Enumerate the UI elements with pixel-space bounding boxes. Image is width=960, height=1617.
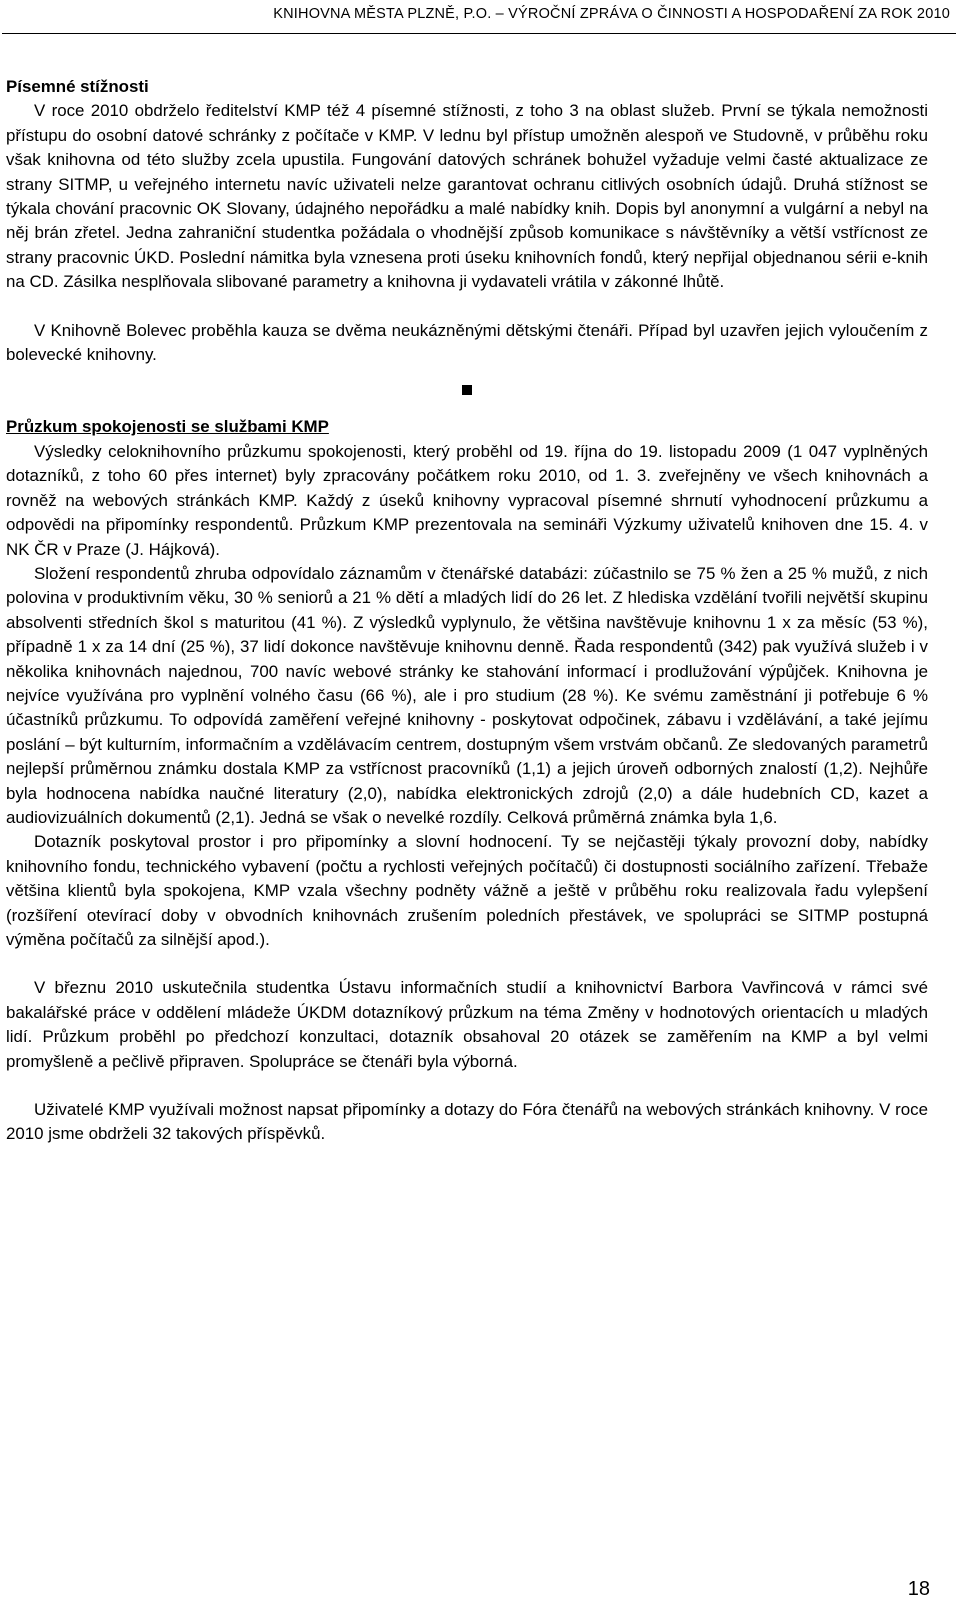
- survey-paragraph-3: Dotazník poskytoval prostor i pro připomínky a slovní hodnocení. Ty se nejčastěji týkaly provozní doby, nabídky knihovního fondu, technického vybavení (počtu a rychlosti veřejných počítačů) či dostupnosti sociálního zařízení. Třebaže většina klientů byla spokojena, KMP vzala všechny podněty vážně a ještě v průběhu roku realizovala řadu vylepšení (rozšíření otevírací doby v obvodních knihovnách zrušením poledních přestávek, ve spolupráci se SITMP postupná výměna počítačů za silnější apod.).: [6, 832, 928, 949]
- spacer: [6, 952, 928, 976]
- section-separator: [6, 367, 928, 415]
- square-bullet-icon: [462, 385, 472, 395]
- complaints-paragraph-2: V Knihovně Bolevec proběhla kauza se dvěma neukázněnými dětskými čtenáři. Případ byl uzavřen jejich vyloučením z bolevecké knihovny.: [6, 320, 928, 365]
- document-body: [6, 75, 928, 1147]
- survey-paragraph-2: Složení respondentů zhruba odpovídalo záznamům v čtenářské databázi: zúčastnilo se 75 % žen a 25 % mužů, z nich polovina v produktivním věku, 30 % seniorů a 21 % dětí a mladých lidí do 26 let. Z hlediska vzdělání tvořili největší skupinu absolventi středních škol s maturitou (41 %). Z výsledků vyplynulo, že většina navštěvuje knihovnu 1 x za měsíc (53 %), případně 1 x za 14 dní (25 %), 37 lidí dokonce navštěvuje knihovnu denně. Řada respondentů (342) pak využívá služeb i v několika knihovnách najednou, 700 navíc webové stránky ke stahování informací i prodlužování výpůjček. Knihovna je nejvíce využívána pro vyplnění volného času (66 %), ale i pro studium (28 %). Ke svému zaměstnání ji potřebuje 6 % účastníků průzkumu. To odpovídá zaměření veřejné knihovny - poskytovat odpočinek, zábavu i vzdělávání, a také jejímu poslání – být kulturním, informačním a vzdělávacím centrem, dostupným všem vrstvám občanů. Ze sledovaných parametrů nejlepší průměrnou známku dostala KMP za vstřícnost pracovníků (1,1) a jejich úroveň odborných znalostí (1,2). Nejhůře byla hodnocena nabídka naučné literatury (2,0), nabídka elektronických zdrojů (2,0) a dále hudebních CD, kazet a audiovizuálních dokumentů (2,1). Jedná se však o nevelké rozdíly. Celková průměrná známka byla 1,6.: [6, 563, 928, 827]
- complaints-heading: Písemné stížnosti: [6, 77, 149, 96]
- survey-paragraph-5: Uživatelé KMP využívali možnost napsat připomínky a dotazy do Fóra čtenářů na webových stránkách knihovny. V roce 2010 jsme obdrželi 32 takových příspěvků.: [6, 1100, 928, 1144]
- complaints-paragraph-1: V roce 2010 obdrželo ředitelství KMP též 4 písemné stížnosti, z toho 3 na oblast služeb. První se týkala nemožnosti přístupu do osobní datové schránky z počítače v KMP. V lednu byl přístup umožněn alespoň ve Studovně, v průběhu roku však knihovna od této služby zcela upustila. Fungování datových schránek bohužel vyžaduje velmi časté aktualizace ze strany SITMP, u veřejného internetu navíc uživateli nelze garantovat ochranu citlivých osobních údajů. Druhá stížnost se týkala chování pracovnic OK Slovany, údajného nepořádku a malé nabídky knih. Dopis byl anonymní a vulgární a nebyl na něj brán zřetel. Jedna zahraniční studentka požádala o vhodnější způsob komunikace s návštěvníky a větší vstřícnost ze strany pracovnic ÚKD. Poslední námitka byla vznesena proti úseku knihovních fondů, který nepřijal objednanou sérii e-knih na CD. Zásilka nesplňovala slibované parametry a knihovna ji vydavateli vrátila v zákonné lhůtě.: [6, 101, 928, 292]
- survey-paragraph-1: Výsledky celoknihovního průzkumu spokojenosti, který proběhl od 19. října do 19. listopadu 2009 (1 047 vyplněných dotazníků, z toho 60 přes internet) byly zpracovány počátkem roku 2010, od 1. 3. zveřejněny ve všech knihovnách a rovněž na webových stránkách KMP. Každý z úseků knihovny vypracoval písemné shrnutí vyhodnocení průzkumu a odpovědi na připomínky respondentů. Průzkum KMP prezentovala na semináři Výzkumy uživatelů knihoven dne 15. 4. v NK ČR v Praze (J. Hájková).: [6, 441, 928, 559]
- running-header: KNIHOVNA MĚSTA PLZNĚ, P.O. – VÝROČNÍ ZPRÁVA O ČINNOSTI A HOSPODAŘENÍ ZA ROK 2010: [273, 6, 950, 22]
- header-rule: [2, 33, 956, 34]
- spacer: [6, 295, 928, 319]
- survey-heading: Průzkum spokojenosti se službami KMP: [6, 417, 329, 437]
- survey-paragraph-4: V březnu 2010 uskutečnila studentka Ústavu informačních studií a knihovnictví Barbora Vavřincová v rámci své bakalářské práce v oddělení mládeže ÚKDM dotazníkový průzkum na téma Změny v hodnotových orientacích u mladých lidí. Průzkum proběhl po předchozí konzultaci, dotazník obsahoval 20 otázek se zaměřením na KMP a byl velmi promyšleně a pečlivě připraven. Spolupráce se čtenáři byla výborná.: [6, 978, 928, 1071]
- page-number: 18: [907, 1578, 930, 1600]
- spacer: [6, 1074, 928, 1098]
